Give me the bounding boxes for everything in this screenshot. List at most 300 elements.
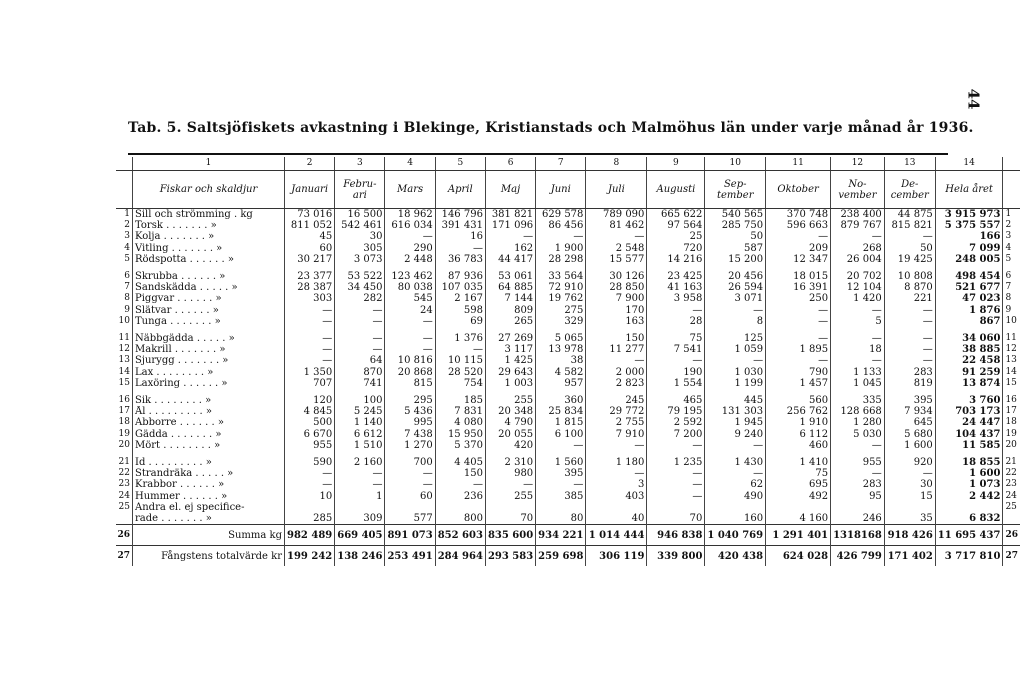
month-value: 60: [285, 243, 335, 254]
month-value: 259 698: [536, 546, 586, 567]
month-value: —: [335, 468, 385, 479]
month-value: —: [831, 355, 885, 366]
month-value: 125: [705, 333, 766, 344]
month-value: 303: [285, 293, 335, 304]
month-value: —: [647, 440, 705, 451]
month-value: —: [385, 316, 435, 327]
month-value: —: [705, 355, 766, 366]
month-value: —: [766, 316, 831, 327]
month-value: —: [435, 344, 485, 355]
month-value: 4 582: [536, 367, 586, 378]
column-number-cell: 7: [536, 157, 586, 171]
month-value: 1 554: [647, 378, 705, 389]
month-value: —: [586, 468, 647, 479]
month-value: 70: [485, 513, 535, 525]
month-value: 1 045: [831, 378, 885, 389]
month-value: 20 348: [485, 406, 535, 417]
month-value: 256 762: [766, 406, 831, 417]
month-value: 305: [335, 243, 385, 254]
month-value: 811 052: [285, 220, 335, 231]
month-value: 1 900: [536, 243, 586, 254]
month-value: 1 140: [335, 417, 385, 428]
header-sep: Sep-tember: [705, 171, 766, 209]
month-value: 53 522: [335, 271, 385, 282]
month-value: 24: [385, 305, 435, 316]
table-row: [116, 378, 1020, 389]
month-value: 403: [586, 491, 647, 502]
month-value: 7 910: [586, 429, 647, 440]
month-value: 1 510: [335, 440, 385, 451]
month-value: 1 945: [705, 417, 766, 428]
month-value: 170: [586, 305, 647, 316]
column-number-cell: 8: [586, 157, 647, 171]
row-label: Näbbgädda . . . . . »: [133, 333, 285, 344]
month-value: 700: [385, 457, 435, 468]
row-label: Slätvar . . . . . . »: [133, 305, 285, 316]
row-number: 11: [116, 333, 133, 344]
month-value: 44 417: [485, 254, 535, 265]
month-value: 560: [766, 395, 831, 406]
month-value: —: [647, 305, 705, 316]
month-value: —: [766, 333, 831, 344]
month-value: 7 144: [485, 293, 535, 304]
month-value: 819: [884, 378, 935, 389]
table-row: [116, 367, 1020, 378]
month-value: —: [831, 231, 885, 242]
month-value: 10 816: [385, 355, 435, 366]
month-value: 14 216: [647, 254, 705, 265]
month-value: 4 405: [435, 457, 485, 468]
month-value: 420: [485, 440, 535, 451]
month-value: 3: [586, 479, 647, 490]
header-okt: Oktober: [766, 171, 831, 209]
month-value: [766, 502, 831, 513]
table-row: [116, 316, 1020, 327]
year-total: 2 442: [935, 491, 1003, 502]
month-value: 1 425: [485, 355, 535, 366]
table-row: [116, 271, 1020, 282]
month-value: 426 799: [831, 546, 885, 567]
table-row: [116, 479, 1020, 490]
row-number-right: 9: [1005, 304, 1012, 315]
column-number-cell: 6: [485, 157, 535, 171]
table-row: [116, 406, 1020, 417]
row-label: Vitling . . . . . . . »: [133, 243, 285, 254]
month-value: 16 500: [335, 209, 385, 221]
month-value: 5 680: [884, 429, 935, 440]
month-value: 18: [831, 344, 885, 355]
table-row: [116, 355, 1020, 366]
month-value: 590: [285, 457, 335, 468]
column-number-cell: 4: [385, 157, 435, 171]
month-value: —: [766, 355, 831, 366]
month-value: —: [335, 479, 385, 490]
row-number: 5: [116, 254, 133, 265]
month-value: 29 772: [586, 406, 647, 417]
month-value: 8 870: [884, 282, 935, 293]
month-value: 360: [536, 395, 586, 406]
row-number-right: 27: [1003, 546, 1020, 567]
month-value: —: [884, 355, 935, 366]
month-value: 870: [335, 367, 385, 378]
month-value: 20 702: [831, 271, 885, 282]
month-value: —: [385, 333, 435, 344]
month-value: 38: [536, 355, 586, 366]
month-value: [884, 502, 935, 513]
column-number-row: [116, 157, 1020, 171]
fishery-yield-table: [116, 157, 1020, 566]
month-value: 18 015: [766, 271, 831, 282]
month-value: 100: [335, 395, 385, 406]
month-value: 285: [285, 513, 335, 525]
column-number-cell: 13: [884, 157, 935, 171]
month-value: 6 670: [285, 429, 335, 440]
month-value: —: [385, 468, 435, 479]
month-value: —: [335, 344, 385, 355]
month-value: 6 112: [766, 429, 831, 440]
row-label: Piggvar . . . . . . »: [133, 293, 285, 304]
month-value: 23 377: [285, 271, 335, 282]
row-label: Abborre . . . . . . »: [133, 417, 285, 428]
row-number-right: 21: [1005, 457, 1017, 468]
month-value: 26 594: [705, 282, 766, 293]
month-value: —: [285, 333, 335, 344]
month-value: 335: [831, 395, 885, 406]
month-value: 995: [385, 417, 435, 428]
month-value: 75: [766, 468, 831, 479]
row-label: Tunga . . . . . . . »: [133, 316, 285, 327]
row-label: Sjurygg . . . . . . . »: [133, 355, 285, 366]
month-value: 8: [705, 316, 766, 327]
month-value: —: [647, 355, 705, 366]
month-value: 26 004: [831, 254, 885, 265]
month-value: 146 796: [435, 209, 485, 221]
month-value: 3 071: [705, 293, 766, 304]
month-value: —: [884, 305, 935, 316]
month-value: —: [884, 316, 935, 327]
month-value: [586, 502, 647, 513]
month-value: 44 875: [884, 209, 935, 221]
row-number: 25: [116, 502, 133, 513]
month-value: 150: [435, 468, 485, 479]
month-value: —: [586, 355, 647, 366]
month-value: —: [285, 479, 335, 490]
month-value: 75: [647, 333, 705, 344]
month-value: 542 461: [335, 220, 385, 231]
header-row: [116, 171, 1020, 209]
row-label: Fångstens totalvärde kr: [133, 546, 285, 567]
month-value: —: [536, 440, 586, 451]
row-number-right: 19: [1005, 428, 1017, 439]
title-rule: [128, 153, 948, 155]
table-row: [116, 254, 1020, 265]
header-nov: No-vember: [831, 171, 885, 209]
month-value: 73 016: [285, 209, 335, 221]
header-cell: [116, 171, 133, 209]
sum-row: [116, 525, 1020, 546]
month-value: 10 115: [435, 355, 485, 366]
month-value: 934 221: [536, 525, 586, 546]
month-value: 221: [884, 293, 935, 304]
month-value: 1 003: [485, 378, 535, 389]
month-value: [385, 502, 435, 513]
month-value: 790: [766, 367, 831, 378]
month-value: 1 420: [831, 293, 885, 304]
month-value: 385: [536, 491, 586, 502]
row-number: 9: [116, 305, 133, 316]
month-value: —: [831, 468, 885, 479]
month-value: 2 548: [586, 243, 647, 254]
month-value: —: [831, 440, 885, 451]
month-value: 955: [831, 457, 885, 468]
month-value: 16: [435, 231, 485, 242]
row-number-right: 4: [1005, 242, 1012, 253]
month-value: —: [435, 479, 485, 490]
column-number-cell: 1: [133, 157, 285, 171]
year-total: 104 437: [935, 429, 1003, 440]
month-value: —: [335, 305, 385, 316]
table-row: [116, 440, 1020, 451]
row-number: 7: [116, 282, 133, 293]
month-value: 789 090: [586, 209, 647, 221]
month-value: 275: [536, 305, 586, 316]
month-value: 15 577: [586, 254, 647, 265]
month-value: 28: [647, 316, 705, 327]
month-value: 70: [647, 513, 705, 525]
row-number-right: 8: [1005, 293, 1012, 304]
month-value: 852 603: [435, 525, 485, 546]
year-total: 6 832: [935, 513, 1003, 525]
month-value: 587: [705, 243, 766, 254]
month-value: 50: [884, 243, 935, 254]
month-value: —: [335, 333, 385, 344]
month-value: 669 405: [335, 525, 385, 546]
month-value: 1 600: [884, 440, 935, 451]
month-value: 1 180: [586, 457, 647, 468]
row-number-right: 15: [1005, 377, 1017, 388]
row-number-right: 12: [1005, 344, 1017, 355]
month-value: 293 583: [485, 546, 535, 567]
row-number-right: [1003, 513, 1020, 525]
month-value: 9 240: [705, 429, 766, 440]
month-value: 598: [435, 305, 485, 316]
header-fish: Fiskar och skaldjur: [133, 171, 285, 209]
month-value: 1 133: [831, 367, 885, 378]
row-number-right: 11: [1005, 333, 1017, 344]
month-value: 28 520: [435, 367, 485, 378]
row-number-right: 6: [1005, 271, 1012, 282]
row-number: 17: [116, 406, 133, 417]
month-value: 891 073: [385, 525, 435, 546]
year-total: 3 760: [935, 395, 1003, 406]
month-value: 19 762: [536, 293, 586, 304]
month-value: 809: [485, 305, 535, 316]
row-number-right: 3: [1005, 231, 1012, 242]
month-value: 616 034: [385, 220, 435, 231]
month-value: 171 096: [485, 220, 535, 231]
header-tot: Hela året: [935, 171, 1003, 209]
row-number-right: 13: [1005, 355, 1017, 366]
row-number-right: 14: [1005, 366, 1017, 377]
row-number: 16: [116, 395, 133, 406]
month-value: —: [884, 344, 935, 355]
month-value: 370 748: [766, 209, 831, 221]
month-value: 1: [335, 491, 385, 502]
row-number: 19: [116, 429, 133, 440]
month-value: 1 457: [766, 378, 831, 389]
month-value: 5 370: [435, 440, 485, 451]
table-row: [116, 417, 1020, 428]
month-value: 815 821: [884, 220, 935, 231]
year-total: 521 677: [935, 282, 1003, 293]
month-value: 87 936: [435, 271, 485, 282]
month-value: —: [766, 305, 831, 316]
table-title: Tab. 5. Saltsjöfiskets avkastning i Blekinge, Kristianstads och Malmöhus län under varje månad år 1936.: [128, 120, 974, 136]
row-label: Rödspotta . . . . . . »: [133, 254, 285, 265]
month-value: —: [586, 231, 647, 242]
month-value: 162: [485, 243, 535, 254]
year-total: 1 600: [935, 468, 1003, 479]
column-number-cell: [116, 157, 133, 171]
row-number-right: 26: [1003, 525, 1020, 546]
table-row: [116, 491, 1020, 502]
table-row: [116, 502, 1020, 513]
month-value: 30: [884, 479, 935, 490]
row-number: 1: [116, 209, 133, 221]
month-value: 540 565: [705, 209, 766, 221]
month-value: 53 061: [485, 271, 535, 282]
month-value: 62: [705, 479, 766, 490]
month-value: 10: [285, 491, 335, 502]
month-value: 2 160: [335, 457, 385, 468]
month-value: —: [536, 479, 586, 490]
row-number: [116, 513, 133, 525]
column-number-cell: 10: [705, 157, 766, 171]
month-value: 754: [435, 378, 485, 389]
month-value: 5 436: [385, 406, 435, 417]
year-total: 867: [935, 316, 1003, 327]
table-body: [116, 157, 1020, 566]
month-value: 1 350: [285, 367, 335, 378]
month-value: —: [385, 479, 435, 490]
column-number-cell: 2: [285, 157, 335, 171]
month-value: 920: [884, 457, 935, 468]
year-total: 7 099: [935, 243, 1003, 254]
month-value: 45: [285, 231, 335, 242]
row-label: Sik . . . . . . . . »: [133, 395, 285, 406]
month-value: 5 030: [831, 429, 885, 440]
month-value: —: [536, 231, 586, 242]
row-number: 6: [116, 271, 133, 282]
month-value: 3 958: [647, 293, 705, 304]
page-number: 44: [964, 88, 983, 110]
month-value: 1 199: [705, 378, 766, 389]
month-value: 41 163: [647, 282, 705, 293]
month-value: —: [705, 305, 766, 316]
month-value: 918 426: [884, 525, 935, 546]
month-value: —: [435, 243, 485, 254]
row-label: Gädda . . . . . . . »: [133, 429, 285, 440]
row-label: Krabbor . . . . . . »: [133, 479, 285, 490]
month-value: 6 100: [536, 429, 586, 440]
row-number-right: 25: [1005, 501, 1017, 512]
month-value: 80: [536, 513, 586, 525]
year-total: 11 695 437: [935, 525, 1003, 546]
month-value: 879 767: [831, 220, 885, 231]
month-value: 12 347: [766, 254, 831, 265]
month-value: 20 055: [485, 429, 535, 440]
month-value: 15 950: [435, 429, 485, 440]
table-row: [116, 243, 1020, 254]
month-value: 284 964: [435, 546, 485, 567]
month-value: 30 217: [285, 254, 335, 265]
month-value: —: [884, 231, 935, 242]
row-number-right: 17: [1005, 406, 1017, 417]
month-value: 946 838: [647, 525, 705, 546]
month-value: 7 831: [435, 406, 485, 417]
month-value: 295: [385, 395, 435, 406]
month-value: [536, 502, 586, 513]
month-value: —: [385, 344, 435, 355]
row-label: Sill och strömming . kg: [133, 209, 285, 221]
column-number-cell: [1003, 157, 1020, 171]
month-value: 1 376: [435, 333, 485, 344]
month-value: 720: [647, 243, 705, 254]
month-value: 246: [831, 513, 885, 525]
month-value: 20 456: [705, 271, 766, 282]
row-number: 24: [116, 491, 133, 502]
header-jun: Juni: [536, 171, 586, 209]
row-number: 22: [116, 468, 133, 479]
row-label: Summa kg: [133, 525, 285, 546]
month-value: [335, 502, 385, 513]
month-value: 128 668: [831, 406, 885, 417]
month-value: 391 431: [435, 220, 485, 231]
month-value: 5 065: [536, 333, 586, 344]
month-value: —: [705, 468, 766, 479]
month-value: 957: [536, 378, 586, 389]
month-value: —: [647, 468, 705, 479]
month-value: 28 298: [536, 254, 586, 265]
month-value: 35: [884, 513, 935, 525]
row-number: 2: [116, 220, 133, 231]
table-row: [116, 220, 1020, 231]
month-value: 3 073: [335, 254, 385, 265]
table-row: [116, 209, 1020, 221]
month-value: 420 438: [705, 546, 766, 567]
row-label: Hummer . . . . . . »: [133, 491, 285, 502]
month-value: —: [647, 491, 705, 502]
month-value: 28 850: [586, 282, 647, 293]
row-number: 20: [116, 440, 133, 451]
row-number-right: 16: [1005, 395, 1017, 406]
month-value: 490: [705, 491, 766, 502]
month-value: 81 462: [586, 220, 647, 231]
month-value: 395: [884, 395, 935, 406]
row-label: Id . . . . . . . . . »: [133, 457, 285, 468]
month-value: 50: [705, 231, 766, 242]
year-total: 166: [935, 231, 1003, 242]
month-value: 7 200: [647, 429, 705, 440]
month-value: 306 119: [586, 546, 647, 567]
month-value: 1 430: [705, 457, 766, 468]
month-value: 265: [485, 316, 535, 327]
month-value: 60: [385, 491, 435, 502]
month-value: [435, 502, 485, 513]
year-total: 703 173: [935, 406, 1003, 417]
month-value: 955: [285, 440, 335, 451]
year-total: 3 915 973: [935, 209, 1003, 221]
